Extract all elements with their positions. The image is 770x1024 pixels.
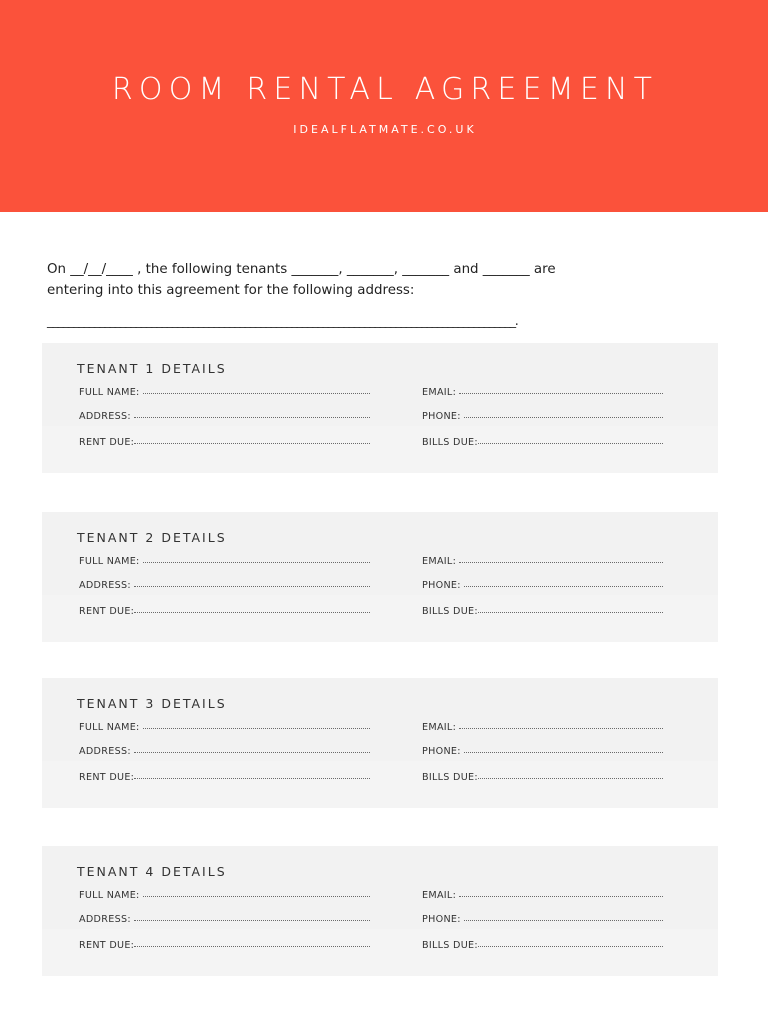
intro-line-1[interactable]: On __/__/____ , the following tenants _______, _______, _______ and _______ are	[47, 262, 556, 277]
tenant-4-section	[42, 846, 718, 976]
tenant-4-full-name-field[interactable]	[79, 889, 370, 903]
phone-label: PHONE:	[422, 914, 461, 925]
tenant-2-section	[42, 512, 718, 642]
full-name-input[interactable]	[143, 386, 370, 394]
phone-label: PHONE:	[422, 411, 461, 422]
email-label: EMAIL:	[422, 890, 457, 901]
full-name-input[interactable]	[143, 555, 370, 563]
rent-due-input[interactable]	[134, 605, 370, 613]
phone-input[interactable]	[464, 579, 663, 587]
tenant-4-rent-due-field[interactable]	[79, 939, 370, 953]
address-label: ADDRESS:	[79, 914, 131, 925]
full-name-label: FULL NAME:	[79, 722, 140, 733]
bills-due-label: BILLS DUE:	[422, 606, 478, 617]
bills-due-label: BILLS DUE:	[422, 772, 478, 783]
bills-due-input[interactable]	[478, 939, 663, 947]
tenant-4-email-field[interactable]	[422, 889, 663, 903]
tenant-3-rent-due-field[interactable]	[79, 771, 370, 785]
email-label: EMAIL:	[422, 722, 457, 733]
email-label: EMAIL:	[422, 556, 457, 567]
tenant-3-section	[42, 678, 718, 808]
tenant-4-phone-field[interactable]	[422, 913, 663, 927]
document-title: ROOM RENTAL AGREEMENT	[111, 72, 659, 107]
tenant-2-rent-due-field[interactable]	[79, 605, 370, 619]
bills-due-label: BILLS DUE:	[422, 437, 478, 448]
website-url: IDEALFLATMATE.CO.UK	[293, 123, 477, 136]
tenant-2-bills-due-field[interactable]	[422, 605, 663, 619]
intro-paragraph	[47, 259, 727, 329]
phone-input[interactable]	[464, 913, 663, 921]
address-input[interactable]	[134, 745, 370, 753]
tenant-2-full-name-field[interactable]	[79, 555, 370, 569]
tenant-1-address-field[interactable]	[79, 410, 370, 424]
phone-label: PHONE:	[422, 746, 461, 757]
full-name-input[interactable]	[143, 721, 370, 729]
tenant-2-phone-field[interactable]	[422, 579, 663, 593]
bills-due-input[interactable]	[478, 771, 663, 779]
tenant-3-email-field[interactable]	[422, 721, 663, 735]
tenant-1-bills-due-field[interactable]	[422, 436, 663, 450]
phone-label: PHONE:	[422, 580, 461, 591]
tenant-1-title: TENANT 1 DETAILS	[77, 361, 227, 376]
full-name-label: FULL NAME:	[79, 890, 140, 901]
tenant-2-email-field[interactable]	[422, 555, 663, 569]
rent-due-label: RENT DUE:	[79, 437, 135, 448]
tenant-4-address-field[interactable]	[79, 913, 370, 927]
tenant-2-title: TENANT 2 DETAILS	[77, 530, 227, 545]
bills-due-label: BILLS DUE:	[422, 940, 478, 951]
rent-due-input[interactable]	[134, 771, 370, 779]
tenant-3-phone-field[interactable]	[422, 745, 663, 759]
address-label: ADDRESS:	[79, 580, 131, 591]
email-input[interactable]	[459, 386, 663, 394]
full-name-input[interactable]	[143, 889, 370, 897]
header-banner	[0, 0, 768, 212]
email-input[interactable]	[459, 555, 663, 563]
tenant-4-bills-due-field[interactable]	[422, 939, 663, 953]
email-input[interactable]	[459, 889, 663, 897]
bills-due-input[interactable]	[478, 605, 663, 613]
address-label: ADDRESS:	[79, 746, 131, 757]
tenant-3-address-field[interactable]	[79, 745, 370, 759]
rent-due-label: RENT DUE:	[79, 940, 135, 951]
tenant-1-rent-due-field[interactable]	[79, 436, 370, 450]
email-input[interactable]	[459, 721, 663, 729]
tenant-1-full-name-field[interactable]	[79, 386, 370, 400]
tenant-3-title: TENANT 3 DETAILS	[77, 696, 227, 711]
rent-due-input[interactable]	[134, 939, 370, 947]
tenant-1-email-field[interactable]	[422, 386, 663, 400]
address-label: ADDRESS:	[79, 411, 131, 422]
address-input[interactable]	[134, 913, 370, 921]
tenant-1-phone-field[interactable]	[422, 410, 663, 424]
full-name-label: FULL NAME:	[79, 556, 140, 567]
address-input[interactable]	[134, 410, 370, 418]
address-blank-line[interactable]: __________________________________________________________________________________________.	[47, 314, 518, 329]
tenant-3-bills-due-field[interactable]	[422, 771, 663, 785]
rent-due-label: RENT DUE:	[79, 606, 135, 617]
tenant-2-address-field[interactable]	[79, 579, 370, 593]
intro-line-2: entering into this agreement for the following address:	[47, 283, 415, 298]
email-label: EMAIL:	[422, 387, 457, 398]
bills-due-input[interactable]	[478, 436, 663, 444]
rent-due-input[interactable]	[134, 436, 370, 444]
rent-due-label: RENT DUE:	[79, 772, 135, 783]
phone-input[interactable]	[464, 410, 663, 418]
phone-input[interactable]	[464, 745, 663, 753]
full-name-label: FULL NAME:	[79, 387, 140, 398]
tenant-1-section	[42, 343, 718, 473]
tenant-3-full-name-field[interactable]	[79, 721, 370, 735]
address-input[interactable]	[134, 579, 370, 587]
tenant-4-title: TENANT 4 DETAILS	[77, 864, 227, 879]
